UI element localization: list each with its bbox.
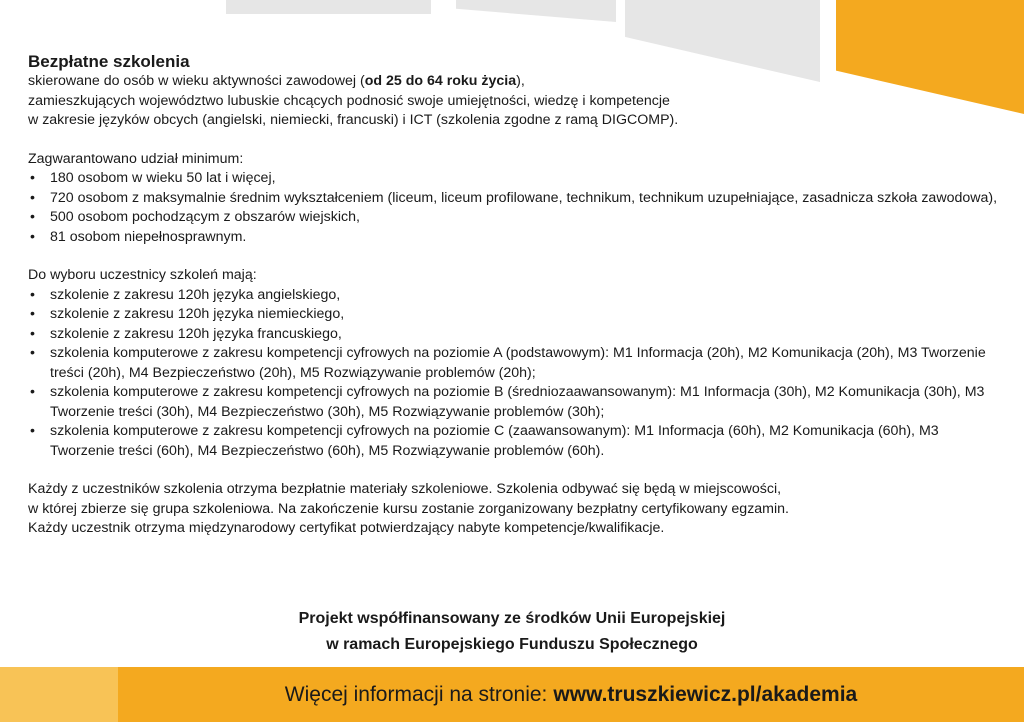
eu-funding-notice — [0, 606, 1024, 658]
footer-website-link[interactable]: www.truszkiewicz.pl/akademia — [553, 682, 858, 706]
list-item: • szkolenie z zakresu 120h języka niemieckiego, — [28, 305, 998, 325]
list-item: • 500 osobom pochodzącym z obszarów wiejskich, — [28, 208, 998, 228]
page-title: Bezpłatne szkolenia — [28, 52, 190, 71]
list-item: • szkolenia komputerowe z zakresu kompetencji cyfrowych na poziomie C (zaawansowanym): M1 Informacja (60h), M2 Komunikacja (60h), M3 Tworzenie treści (60h), M4 Bezpieczeństwo (60h), M5 Rozwiązywanie problemów (60h). — [28, 422, 998, 461]
main-content — [28, 52, 998, 539]
footer-info — [118, 667, 1024, 722]
intro-line-3: w zakresie języków obcych (angielski, niemiecki, francuski) i ICT (szkolenia zgodne z ramą DIGCOMP). — [28, 112, 679, 128]
list-item: • 180 osobom w wieku 50 lat i więcej, — [28, 169, 998, 189]
list-item: • szkolenie z zakresu 120h języka angielskiego, — [28, 286, 998, 306]
choice-list — [28, 286, 998, 462]
footer-label: Więcej informacji na stronie: — [284, 682, 548, 706]
closing-line-3: Każdy uczestnik otrzyma międzynarodowy certyfikat potwierdzający nabyte kompetencje/kwalifikacje. — [28, 520, 665, 536]
closing-line-2: w której zbierze się grupa szkoleniowa. Na zakończenie kursu zostanie zorganizowany bezpłatny certyfikowany egzamin. — [28, 500, 789, 517]
intro-text-2: ), — [516, 73, 525, 89]
intro-age-range: od 25 do 64 roku życia — [364, 73, 517, 89]
list-item: • szkolenie z zakresu 120h języka francuskiego, — [28, 325, 998, 345]
intro-line-1 — [28, 72, 998, 92]
footer-accent-block — [0, 667, 118, 722]
decor-grey-bar-1 — [226, 0, 431, 14]
guarantee-heading: Zagwarantowano udział minimum: — [28, 150, 244, 167]
decor-grey-bar-2 — [456, 0, 616, 22]
list-item: • 720 osobom z maksymalnie średnim wykształceniem (liceum, liceum profilowane, technikum, technikum uzupełniające, zasadnicza szkoła zawodowa), — [28, 189, 998, 209]
eu-funding-line-1: Projekt współfinansowany ze środków Unii Europejskiej — [298, 610, 726, 627]
footer-bar — [0, 667, 1024, 722]
intro-line-2: zamieszkujących województwo lubuskie chcących podnosić swoje umiejętności, wiedzę i kompetencje — [28, 92, 670, 109]
choice-heading: Do wyboru uczestnicy szkoleń mają: — [28, 267, 257, 283]
list-item: • 81 osobom niepełnosprawnym. — [28, 228, 998, 248]
guarantee-list — [28, 169, 998, 247]
list-item: • szkolenia komputerowe z zakresu kompetencji cyfrowych na poziomie B (średniozaawansowanym): M1 Informacja (30h), M2 Komunikacja (30h), M3 Tworzenie treści (30h), M4 Bezpieczeństwo (30h), M5 Rozwiązywanie problemów (30h); — [28, 383, 998, 422]
list-item: • szkolenia komputerowe z zakresu kompetencji cyfrowych na poziomie A (podstawowym): M1 Informacja (20h), M2 Komunikacja (20h), M3 Tworzenie treści (20h), M4 Bezpieczeństwo (20h), M5 Rozwiązywanie problemów (20h); — [28, 344, 998, 383]
intro-text-1: skierowane do osób w wieku aktywności zawodowej ( — [28, 73, 365, 89]
closing-line-1: Każdy z uczestników szkolenia otrzyma bezpłatnie materiały szkoleniowe. Szkolenia odbywać się będą w miejscowości, — [28, 481, 782, 497]
eu-funding-line-2: w ramach Europejskiego Funduszu Społecznego — [326, 636, 698, 653]
